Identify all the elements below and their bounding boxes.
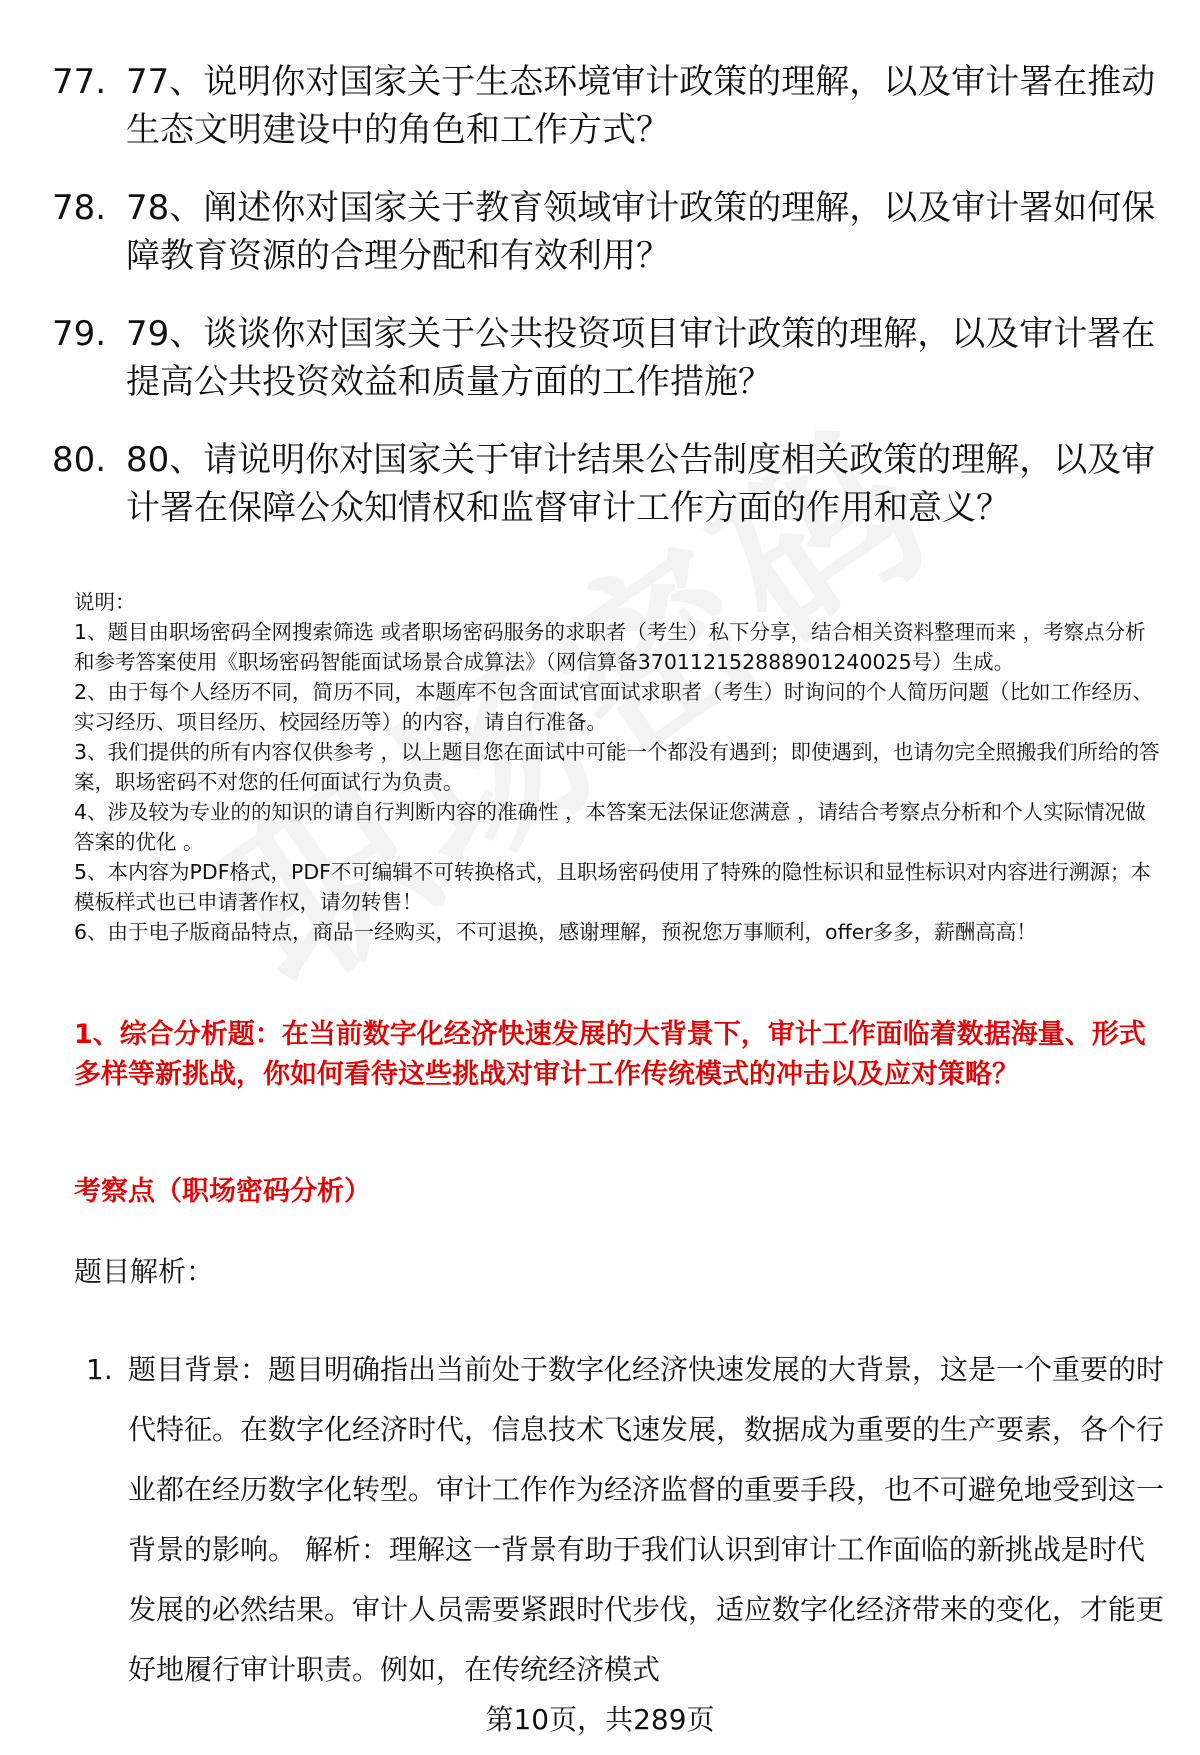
analysis-number: 1. [86, 1353, 113, 1386]
question-text: 79、谈谈你对国家关于公共投资项目审计政策的理解，以及审计署在提高公共投资效益和质量方面的工作措施？ [126, 314, 1156, 402]
question-item [52, 310, 1162, 406]
note-item: 4、涉及较为专业的的知识的请自行判断内容的准确性 ，本答案无法保证您满意 ，请结合考察点分析和个人实际情况做答案的优化 。 [74, 800, 1146, 854]
question-number: 78. [52, 188, 107, 228]
question-list [52, 58, 1162, 562]
question-item [52, 58, 1162, 154]
section-question: 1、综合分析题：在当前数字化经济快速发展的大背景下，审计工作面临着数据海量、形式多样等新挑战，你如何看待这些挑战对审计工作传统模式的冲击以及应对策略？ [74, 1019, 1146, 1090]
page-footer: 第10页，共289页 [485, 1703, 715, 1736]
question-number: 80. [52, 440, 107, 480]
analysis-item [86, 1340, 1166, 1700]
note-item: 5、本内容为PDF格式，PDF不可编辑不可转换格式，且职场密码使用了特殊的隐性标识和显性标识对内容进行溯源；本模板样式也已申请著作权，请勿转售！ [74, 860, 1151, 914]
note-item: 2、由于每个人经历不同，简历不同，本题库不包含面试官面试求职者（考生）时询问的个人简历问题（比如工作经历、实习经历、项目经历、校园经历等）的内容，请自行准备。 [74, 680, 1154, 734]
analysis-text: 题目背景：题目明确指出当前处于数字化经济快速发展的大背景，这是一个重要的时代特征。在数字化经济时代，信息技术飞速发展，数据成为重要的生产要素，各个行业都在经历数字化转型。审计工作作为经济监督的重要手段，也不可避免地受到这一背景的影响。 解析：理解这一背景有助于我们认识到审计工作面临的新挑战是时代发展的必然结果。审计人员需要紧跟时代步伐，适应数字化经济带来的变化，才能更好地履行审计职责。例如，在传统经济模式 [128, 1353, 1165, 1686]
question-text: 80、请说明你对国家关于审计结果公告制度相关政策的理解，以及审计署在保障公众知情权和监督审计工作方面的作用和意义？ [126, 440, 1156, 528]
question-text: 78、阐述你对国家关于教育领域审计政策的理解，以及审计署如何保障教育资源的合理分配和有效利用？ [126, 188, 1156, 276]
analysis-heading: 题目解析： [74, 1255, 215, 1288]
question-item [52, 436, 1162, 532]
question-number: 77. [52, 62, 107, 102]
kaochadian-heading: 考察点（职场密码分析） [74, 1176, 371, 1207]
notes-title: 说明： [74, 590, 136, 614]
note-item: 6、由于电子版商品特点，商品一经购买，不可退换，感谢理解，预祝您万事顺利，offer多多，薪酬高高！ [74, 920, 1037, 944]
question-item [52, 184, 1162, 280]
question-number: 79. [52, 314, 107, 354]
notes-section [74, 587, 1164, 947]
note-item: 1、题目由职场密码全网搜索筛选 或者职场密码服务的求职者（考生）私下分享，结合相关资料整理而来 ，考察点分析和参考答案使用《职场密码智能面试场景合成算法》（网信算备370112152888901240025号）生成。 [74, 620, 1146, 674]
question-text: 77、说明你对国家关于生态环境审计政策的理解，以及审计署在推动生态文明建设中的角色和工作方式？ [126, 62, 1156, 150]
note-item: 3、我们提供的所有内容仅供参考 ，以上题目您在面试中可能一个都没有遇到；即使遇到，也请勿完全照搬我们所给的答案，职场密码不对您的任何面试行为负责。 [74, 740, 1160, 794]
